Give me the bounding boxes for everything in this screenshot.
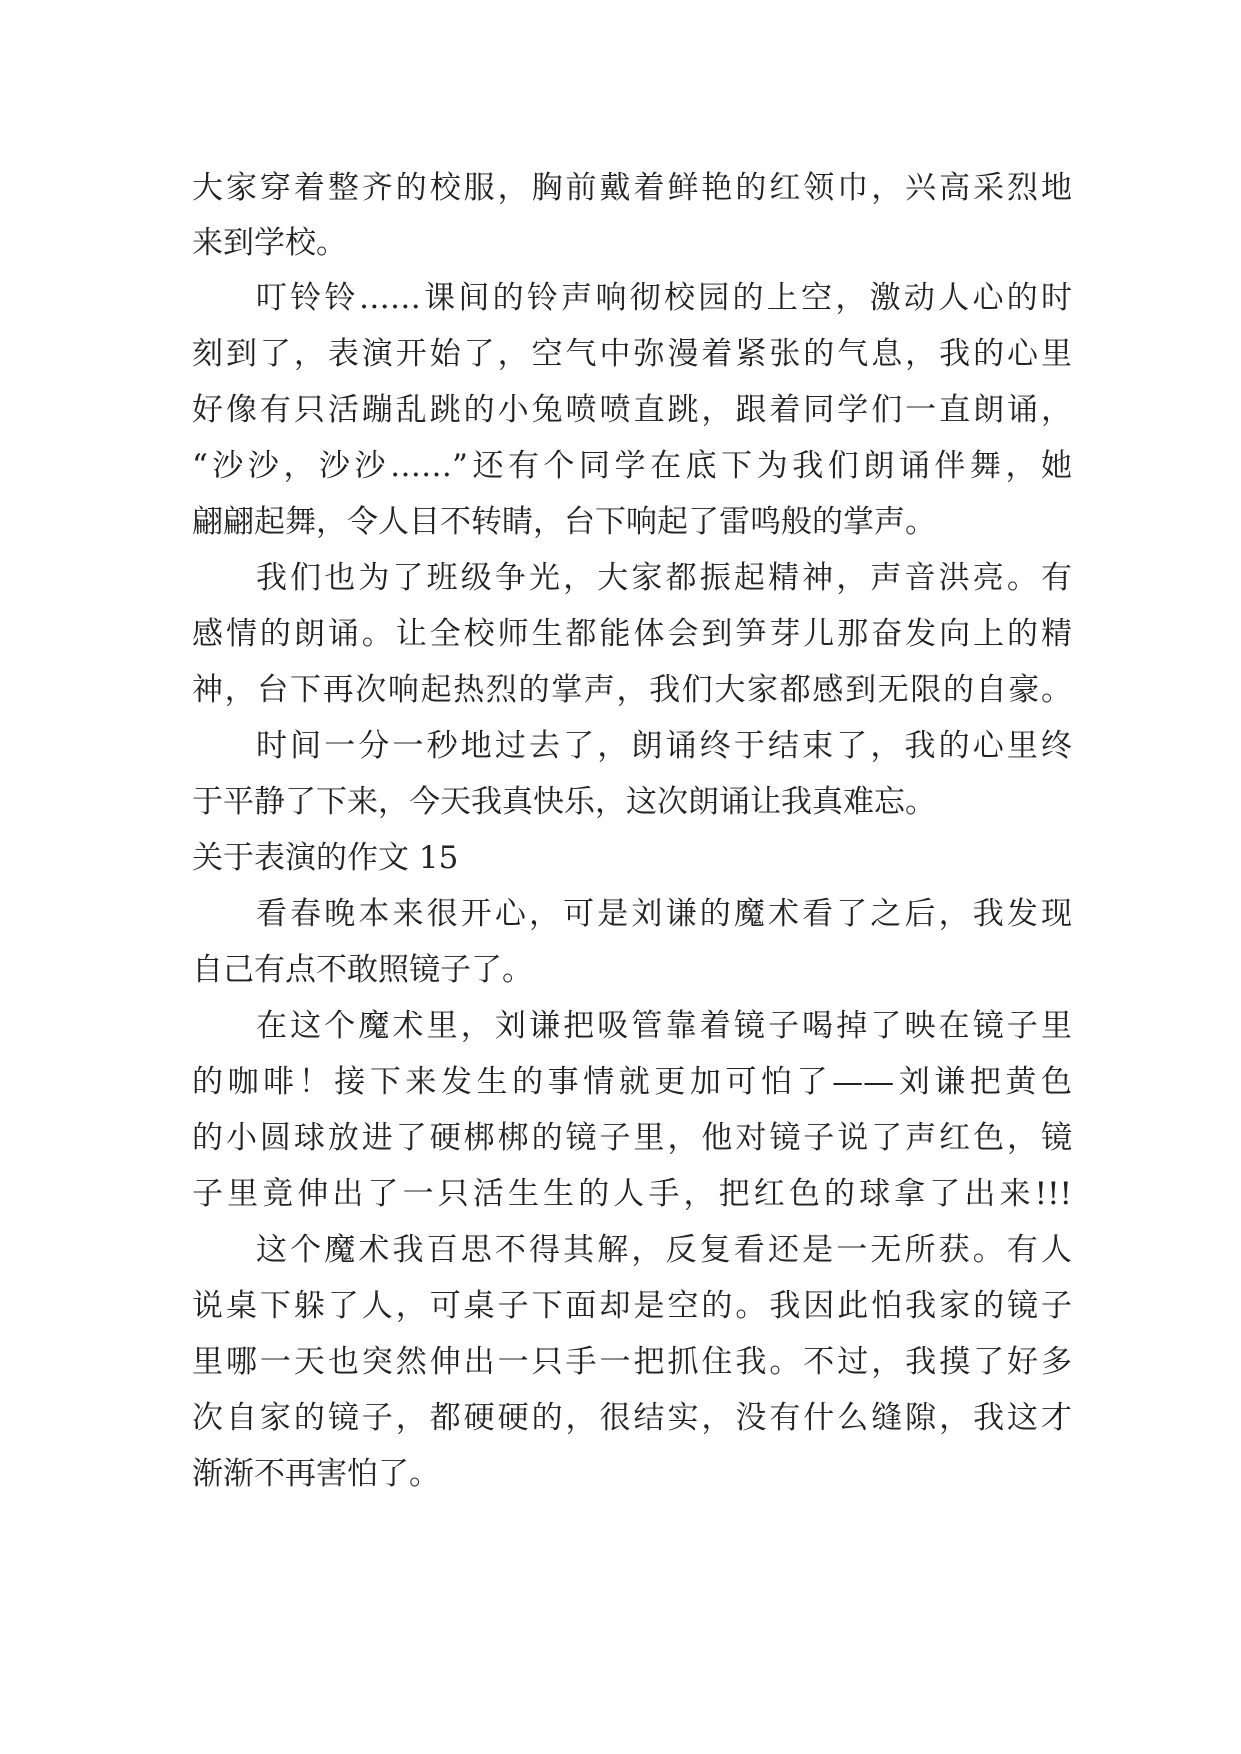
text-line: 感情的朗诵。让全校师生都能体会到笋芽儿那奋发向上的精 (192, 616, 1072, 652)
text-line: 的咖啡！接下来发生的事情就更加可怕了——刘谦把黄色 (192, 1064, 1072, 1100)
paragraph-first-line: 这个魔术我百思不得其解，反复看还是一无所获。有人 (256, 1232, 1072, 1268)
text-line: 大家穿着整齐的校服，胸前戴着鲜艳的红领巾，兴高采烈地 (192, 170, 1072, 206)
text-line: 说桌下躲了人，可桌子下面却是空的。我因此怕我家的镜子 (192, 1288, 1072, 1324)
text-line: 的小圆球放进了硬梆梆的镜子里，他对镜子说了声红色，镜 (192, 1120, 1072, 1156)
text-line: 子里竟伸出了一只活生生的人手，把红色的球拿了出来!!! (192, 1176, 1072, 1212)
paragraph-first-line: 我们也为了班级争光，大家都振起精神，声音洪亮。有 (256, 560, 1072, 596)
text-line: 来到学校。 (192, 225, 347, 261)
text-line: 刻到了，表演开始了，空气中弥漫着紧张的气息，我的心里 (192, 336, 1072, 372)
paragraph-first-line: 看春晚本来很开心，可是刘谦的魔术看了之后，我发现 (256, 896, 1072, 932)
text-line: 次自家的镜子，都硬硬的，很结实，没有什么缝隙，我这才 (192, 1400, 1072, 1436)
paragraph-first-line: 在这个魔术里，刘谦把吸管靠着镜子喝掉了映在镜子里 (256, 1008, 1072, 1044)
text-line: 里哪一天也突然伸出一只手一把抓住我。不过，我摸了好多 (192, 1344, 1072, 1380)
section-heading: 关于表演的作文 15 (192, 840, 459, 876)
text-line: “沙沙，沙沙……”还有个同学在底下为我们朗诵伴舞，她 (192, 448, 1072, 484)
text-line: 渐渐不再害怕了。 (192, 1456, 440, 1492)
text-line: 自己有点不敢照镜子了。 (192, 952, 533, 988)
text-line: 好像有只活蹦乱跳的小兔喷喷直跳，跟着同学们一直朗诵， (192, 392, 1072, 428)
text-line: 翩翩起舞，令人目不转睛，台下响起了雷鸣般的掌声。 (192, 504, 936, 540)
paragraph-first-line: 时间一分一秒地过去了，朗诵终于结束了，我的心里终 (256, 728, 1072, 764)
text-line: 于平静了下来，今天我真快乐，这次朗诵让我真难忘。 (192, 784, 936, 820)
text-line: 神，台下再次响起热烈的掌声，我们大家都感到无限的自豪。 (192, 672, 1072, 708)
paragraph-first-line: 叮铃铃……课间的铃声响彻校园的上空，激动人心的时 (256, 280, 1072, 316)
